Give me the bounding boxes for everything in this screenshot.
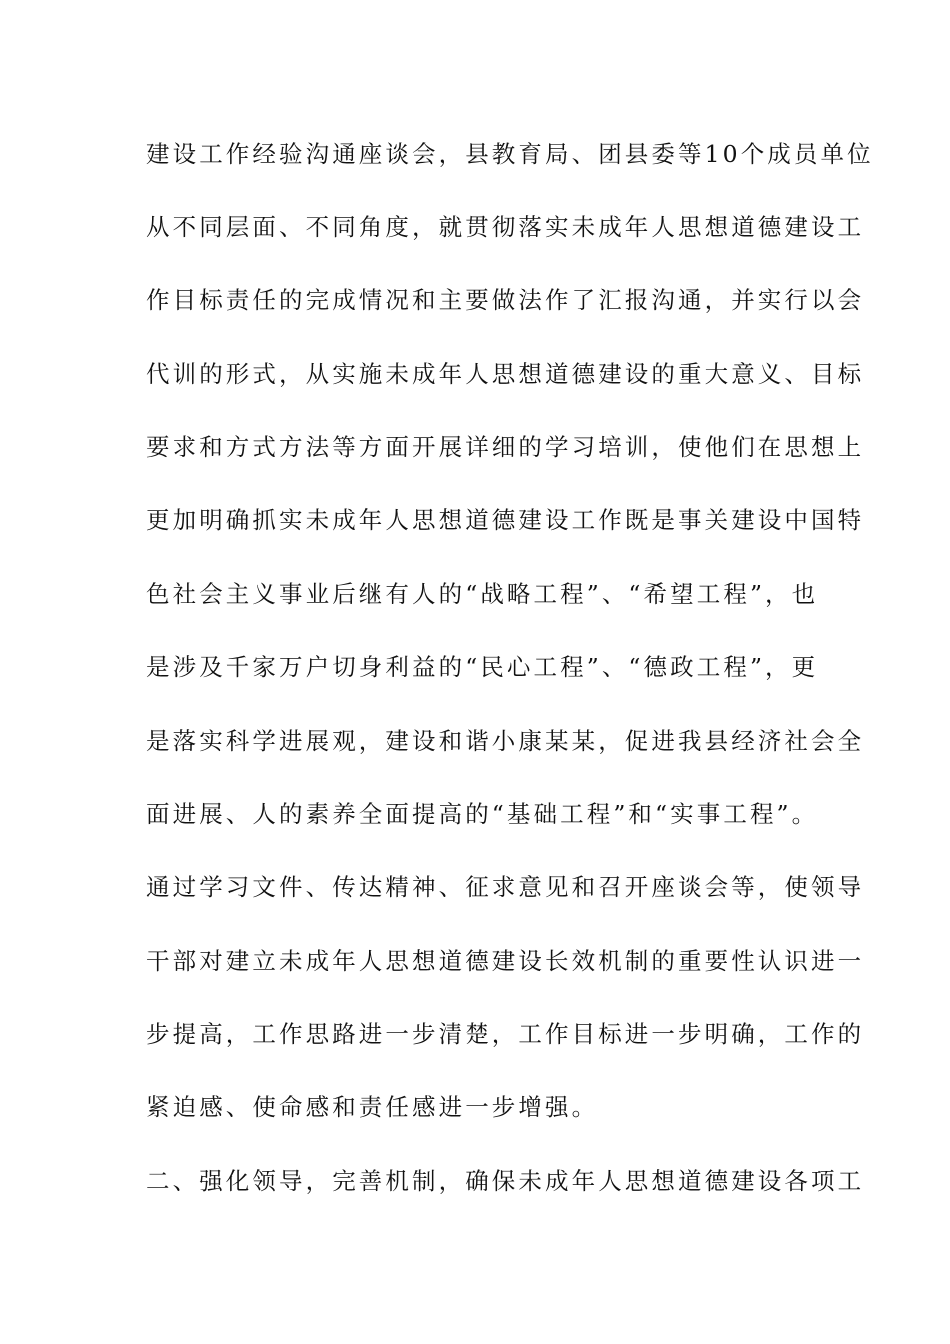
section-heading: 二、强化领导，完善机制，确保未成年人思想道德建设各项工 xyxy=(146,1167,865,1195)
text-line: 代训的形式，从实施未成年人思想道德建设的重大意义、目标 xyxy=(146,360,865,388)
text-line: 步提高，工作思路进一步清楚，工作目标进一步明确，工作的 xyxy=(146,1020,865,1048)
text-line: 是落实科学进展观，建设和谐小康某某，促进我县经济社会全 xyxy=(146,727,865,755)
text-line: 要求和方式方法等方面开展详细的学习培训，使他们在思想上 xyxy=(146,433,865,461)
text-line: 色社会主义事业后继有人的“战略工程”、“希望工程”，也 xyxy=(146,580,819,608)
text-line: 面进展、人的素养全面提高的“基础工程”和“实事工程”。 xyxy=(146,800,819,828)
text-line: 从不同层面、不同角度，就贯彻落实未成年人思想道德建设工 xyxy=(146,213,865,241)
text-line: 建设工作经验沟通座谈会，县教育局、团县委等10个成员单位 xyxy=(146,140,874,168)
text-line: 作目标责任的完成情况和主要做法作了汇报沟通，并实行以会 xyxy=(146,286,865,314)
text-line: 紧迫感、使命感和责任感进一步增强。 xyxy=(146,1093,599,1121)
text-line: 是涉及千家万户切身利益的“民心工程”、“德政工程”，更 xyxy=(146,653,819,681)
text-line: 干部对建立未成年人思想道德建设长效机制的重要性认识进一 xyxy=(146,947,865,975)
text-line: 通过学习文件、传达精神、征求意见和召开座谈会等，使领导 xyxy=(146,873,865,901)
text-line: 更加明确抓实未成年人思想道德建设工作既是事关建设中国特 xyxy=(146,506,865,534)
